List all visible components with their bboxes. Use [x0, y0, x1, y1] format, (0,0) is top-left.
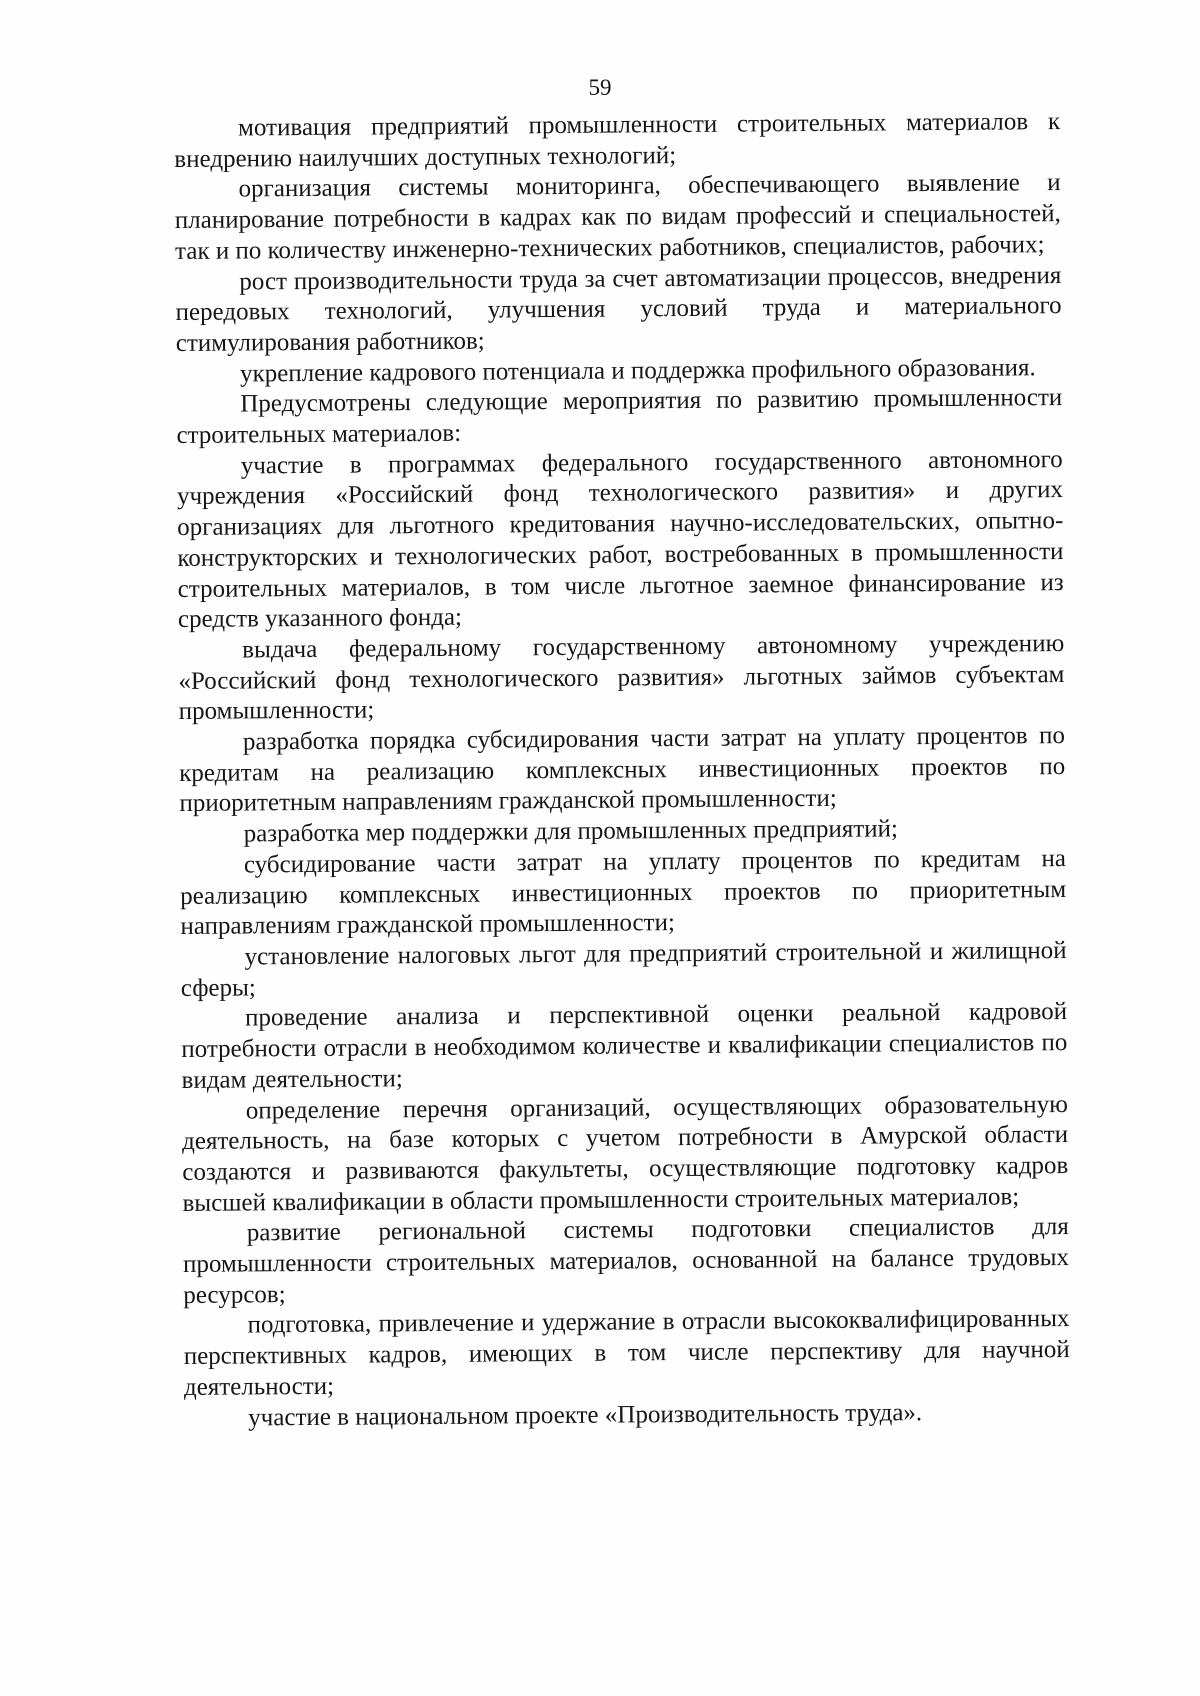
page-number: 59: [588, 75, 612, 100]
paragraph: подготовка, привлечение и удержание в отрасли высококвалифицированных перспективных кадров, имеющих в том числе перспективу для научной деятельности;: [183, 1305, 1070, 1401]
paragraph: организация системы мониторинга, обеспечивающего выявление и планирование потребности в кадрах как по видам профессий и специальностей, так и по количеству инженерно-технических работников, специалистов, рабочих;: [174, 169, 1061, 265]
paragraph: проведение анализа и перспективной оценки реальной кадровой потребности отрасли в необходимом количестве и квалификации специалистов по видам деятельности;: [181, 998, 1068, 1094]
paragraph: установление налоговых льгот для предприятий строительной и жилищной сферы;: [180, 937, 1067, 1002]
paragraph: выдача федеральному государственному автономному учреждению «Российский фонд технологического развития» льготных займов субъектам промышленности;: [178, 629, 1065, 726]
paragraph: разработка порядка субсидирования части затрат на уплату процентов по кредитам на реализацию комплексных инвестиционных проектов по приоритетным направлениям гражданской промышленности;: [179, 722, 1066, 818]
paragraph: развитие региональной системы подготовки специалистов для промышленности строительных материалов, основанной на балансе трудовых ресурсов;: [182, 1213, 1070, 1309]
paragraph: разработка мер поддержки для промышленных предприятий;: [243, 815, 898, 848]
document-body: [174, 107, 1070, 1434]
paragraph: участие в программах федерального государственного автономного учреждения «Российский фонд технологического развития» и других организациях для льготного кредитования научно-исследовательских, опытно-конструкторских и технологических работ, востребованных в промышленности строительных материалов, в том числе льготное заемное финансирование из средств указанного фонда;: [176, 445, 1064, 634]
paragraph: рост производительности труда за счет автоматизации процессов, внедрения передовых технологий, улучшения условий труда и материального стимулирования работников;: [175, 261, 1062, 357]
paragraph: определение перечня организаций, осуществляющих образовательную деятельность, на базе которых с учетом потребности в Амурской области создаются и развиваются факультеты, осуществляющие подготовку кадров высшей квалификации в области промышленности строительных материалов;: [181, 1090, 1069, 1217]
paragraph: укрепление кадрового потенциала и поддержка профильного образования.: [239, 353, 1036, 388]
paragraph: Предусмотрены следующие мероприятия по развитию промышленности строительных материалов:: [176, 384, 1063, 450]
paragraph: мотивация предприятий промышленности строительных материалов к внедрению наилучших доступных технологий;: [174, 108, 1061, 173]
paragraph: участие в национальном проекте «Производительность труда».: [248, 1398, 923, 1431]
paragraph: субсидирование части затрат на уплату процентов по кредитам на реализацию комплексных инвестиционных проектов по приоритетным направлениям гражданской промышленности;: [180, 844, 1067, 941]
